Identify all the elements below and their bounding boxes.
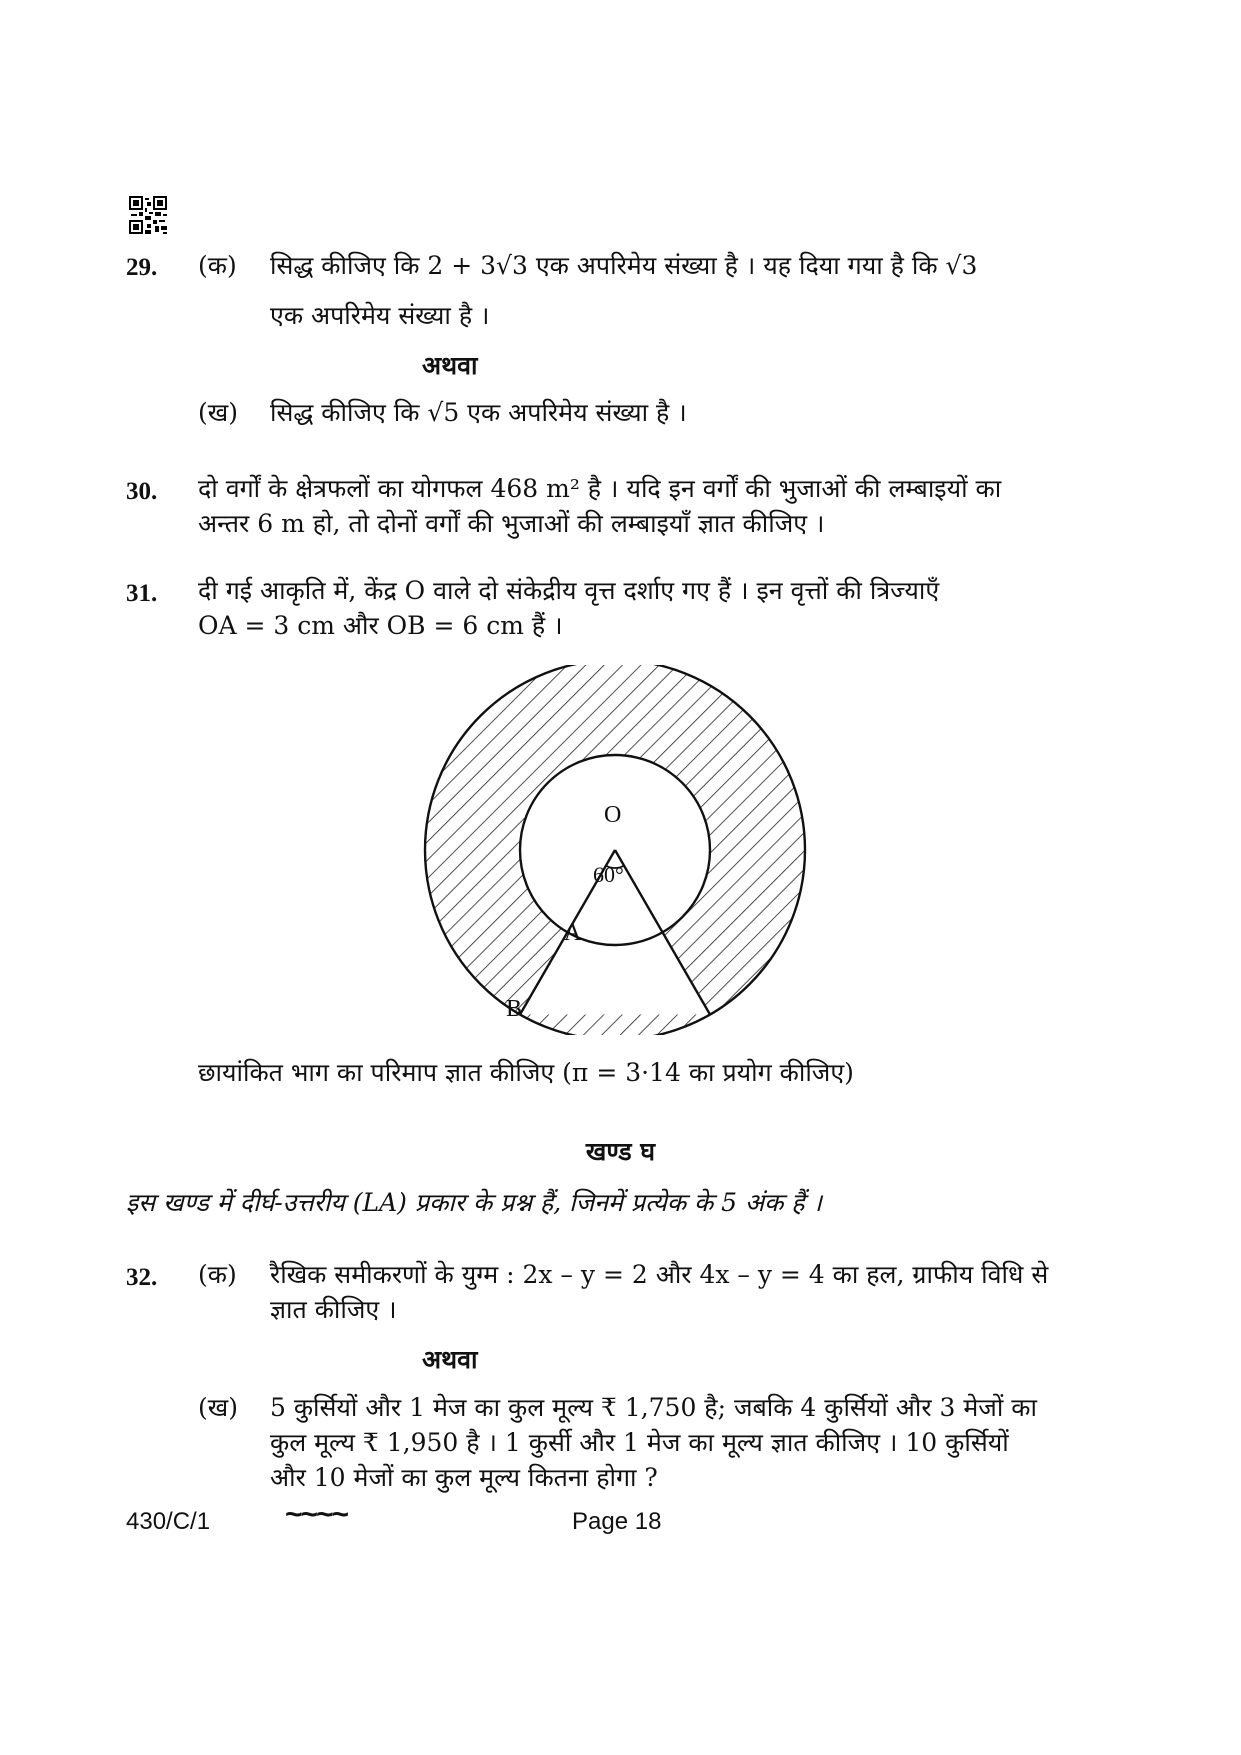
q32-part-a-line2: ज्ञात कीजिए । [270, 1295, 397, 1324]
section-instruction: इस खण्ड में दीर्घ-उत्तरीय (LA) प्रकार के प्रश्न हैं, जिनमें प्रत्येक के 5 अंक हैं । [126, 1188, 822, 1217]
concentric-circles-figure [420, 665, 820, 1035]
page-number: Page 18 [572, 1508, 662, 1535]
paper-code: 430/C/1 [126, 1508, 211, 1535]
q29-part-a-line2: एक अपरिमेय संख्या है । [270, 301, 490, 330]
q32-part-b-line2: कुल मूल्य ₹ 1,950 है । 1 कुर्सी और 1 मेज का मूल्य ज्ञात कीजिए । 10 कुर्सियों [270, 1428, 1009, 1457]
q31-question: छायांकित भाग का परिमाप ज्ञात कीजिए (π = 3·14 का प्रयोग कीजिए) [198, 1058, 854, 1087]
q29-part-b-text: सिद्ध कीजिए कि √5 एक अपरिमेय संख्या है । [270, 398, 687, 427]
q30-line1: दो वर्गों के क्षेत्रफलों का योगफल 468 m² है । यदि इन वर्गों की भुजाओं की लम्बाइयों का [198, 474, 1002, 503]
shaded-region [420, 665, 820, 1035]
footer-ornament: ~~~~ [285, 1498, 348, 1531]
q32-part-b-line3: और 10 मेजों का कुल मूल्य कितना होगा ? [270, 1463, 658, 1492]
q31-line1: दी गई आकृति में, केंद्र O वाले दो संकेद्रीय वृत्त दर्शाए गए हैं । इन वृत्तों की त्रिज्याएँ [198, 576, 940, 605]
qr-code-icon [129, 196, 167, 234]
q29-or-label: अथवा [422, 351, 478, 380]
question-32-number: 32. [126, 1264, 158, 1291]
q32-part-b-line1: 5 कुर्सियों और 1 मेज का कुल मूल्य ₹ 1,750 है; जबकि 4 कुर्सियों और 3 मेजों का [270, 1393, 1037, 1422]
q30-line2: अन्तर 6 m हो, तो दोनों वर्गों की भुजाओं की लम्बाइयाँ ज्ञात कीजिए । [198, 509, 825, 538]
question-30-number: 30. [126, 478, 158, 505]
question-31-number: 31. [126, 580, 158, 607]
q32-part-a-line1: रैखिक समीकरणों के युग्म : 2x – y = 2 और 4x – y = 4 का हल, ग्राफीय विधि से [270, 1260, 1049, 1289]
question-29-number: 29. [126, 254, 158, 281]
label-b: B [506, 996, 523, 1022]
q32-part-b-label: (ख) [198, 1393, 238, 1422]
q32-part-a-label: (क) [198, 1260, 237, 1289]
section-title: खण्ड घ [585, 1137, 656, 1166]
q29-part-a-label: (क) [198, 251, 237, 280]
angle-label: 60° [593, 862, 624, 887]
q32-or-label: अथवा [422, 1345, 478, 1374]
q29-part-a-line1: सिद्ध कीजिए कि 2 + 3√3 एक अपरिमेय संख्या है । यह दिया गया है कि √3 [270, 251, 978, 280]
label-o: O [604, 802, 622, 828]
label-a: A [564, 920, 582, 946]
q31-line2: OA = 3 cm और OB = 6 cm हैं । [198, 611, 563, 640]
q29-part-b-label: (ख) [198, 398, 238, 427]
